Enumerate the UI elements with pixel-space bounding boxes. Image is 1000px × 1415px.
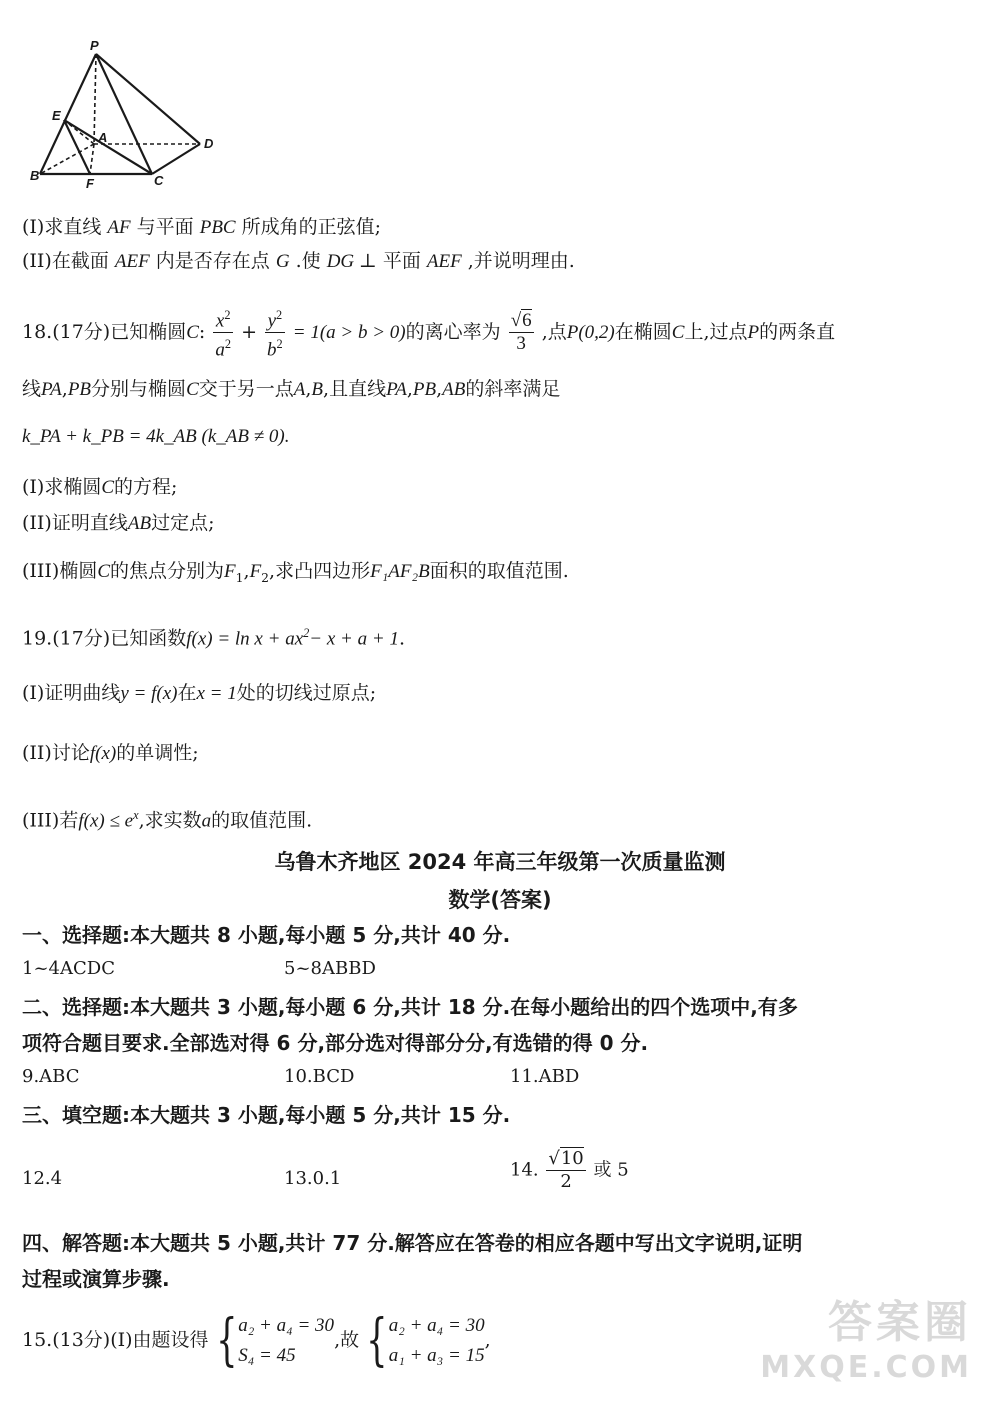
text: (III)椭圆 [22,560,98,582]
math-aef: AEF [426,251,462,272]
math-pb: PB [412,379,437,400]
math-inequality: f(x) ≤ e [78,810,134,832]
text: + [241,320,257,343]
section-2-heading-line1: 二、选择题:本大题共 3 小题,每小题 6 分,共计 18 分.在每小题给出的四个选项中,有多 [22,995,798,1019]
text: ,并说明理由. [467,250,575,272]
edge-af [90,144,94,174]
q15-solution [22,1310,491,1371]
text: 线 [22,378,42,400]
math-10: 10 [560,1148,584,1169]
text: 面积的取值范围. [429,560,569,582]
q19-stem: 19.(17分)已知函数$f(x) = \ln x + ax^2- x + a + 1$. [22,626,405,650]
q19-part1 [22,678,376,709]
answer-12: 12.4 [22,1168,63,1189]
edge-pa [94,54,96,144]
math-ab: AB [442,379,466,400]
label-d: D [204,136,214,151]
text: , [305,378,312,400]
answer-10: 10.BCD [284,1066,355,1087]
edge-pd [96,54,200,144]
q19-part2 [22,738,199,769]
math-dg: DG ⊥ [326,251,377,272]
question-number: 18.(17分)已知椭圆 [22,320,187,343]
text: 所成角的正弦值; [241,216,382,238]
q17-part2 [22,246,575,277]
q18-slope-condition: k_PA + k_PB = 4k_AB (k_AB ≠ 0). [22,426,290,447]
answer-14 [510,1148,629,1193]
math-x1: x = 1 [196,683,237,704]
equation-system-2 [389,1311,485,1371]
q18-stem-line1 [22,304,835,362]
math-p02: P(0,2) [566,321,615,343]
left-brace: { [215,1308,238,1373]
section-3-heading: 三、填空题:本大题共 3 小题,每小题 5 分,共计 15 分. [22,1103,511,1127]
math-a: a [201,810,212,832]
math-3: 3 [516,333,526,355]
math-p: P [747,321,760,343]
text: 的焦点分别为 [110,560,225,582]
math-ab: AB [127,513,152,534]
text: 与平面 [136,216,194,238]
q18-part1 [22,472,177,503]
math-g: G [275,251,290,272]
q18-stem-line2 [22,374,560,405]
text: (II)证明直线 [22,512,128,534]
text: , [61,378,68,400]
equation-system-1 [238,1311,334,1371]
answers-1-4: 1~4ACDC [22,958,115,979]
text: ,求实数 [138,809,202,832]
math-f2: F [249,561,262,582]
math-exponent: x [133,808,139,822]
text: ,且直线 [323,378,387,400]
watermark-url: MXQE.COM [760,1350,972,1385]
text: 的取值范围. [211,809,313,832]
text: 的离心率为 [405,320,501,343]
math-pa: PA [386,379,407,400]
text: 交于另一点 [198,378,294,400]
text: (II)讨论 [22,742,90,764]
q18-part3: (III)椭圆C的焦点分别为$F_1,F_2$,求凸四边形F₁AF₂B面积的取值范围. [22,560,569,585]
math-a: a [215,339,225,361]
math-6: 6 [522,310,532,332]
math-fx: f(x) [89,743,117,764]
math-pbc: PBC [199,217,236,238]
text: ,求凸四边形 [269,560,371,582]
text: 或 5 [593,1159,629,1181]
math-af: AF [107,217,131,238]
equation: a₁ + a₃ = 15 [388,1345,485,1366]
math-f1: F [224,561,236,582]
text: ,点 [541,320,567,343]
math-b: B [311,379,324,400]
q18-part2 [22,508,214,539]
text: 平面 [382,250,421,272]
math-a: A [293,379,306,400]
section-4-heading-line1: 四、解答题:本大题共 5 小题,共计 77 分.解答应在答卷的相应各题中写出文字说明,证明 [22,1231,803,1255]
label-b: B [30,168,40,183]
math-y: y [267,310,277,332]
math-2: 2 [560,1171,572,1192]
math-quad: F₁AF₂B [370,561,430,582]
pyramid-figure [28,40,228,190]
answers-5-8: 5~8ABBD [284,958,376,979]
edge-pb [40,54,96,174]
label-c: C [154,173,164,188]
math-aef: AEF [114,251,150,272]
math-c: C [671,321,685,343]
answer-9: 9.ABC [22,1066,80,1087]
text: 14. [510,1159,539,1181]
fraction-sqrt10-2: $\frac{√10}{2}$ [548,1148,584,1192]
watermark-logo-text: 答案圈 [828,1297,972,1348]
equation: a₂ + a₄ = 30 [388,1315,485,1336]
text: 内是否存在点 [155,250,270,272]
text: 分别与椭圆 [91,378,187,400]
math-x: x [215,310,225,332]
text: (I)证明曲线 [22,682,121,704]
equation: a₂ + a₄ = 30 [238,1315,335,1336]
answer-11: 11.ABD [510,1066,580,1087]
math-c: C [186,321,199,343]
math-function-end: − x + a + 1 [309,628,399,650]
text: (I)求直线 [22,216,102,238]
text: 处的切线过原点; [236,682,377,704]
text: , [484,1329,491,1351]
fraction-y2-b2: $\frac{y^2}{b^2}$ [265,304,285,362]
text: , [243,560,250,582]
label-a: A [98,130,108,145]
section-2-heading-line2: 项符合题目要求.全部选对得 6 分,部分选对得部分分,有选错的得 0 分. [22,1031,649,1055]
text: .使 [295,250,321,272]
math-curve: y = f(x) [120,683,178,704]
text: 在 [177,682,197,704]
q19-part3 [22,800,312,836]
math-c: C [186,379,199,400]
math-c: C [101,477,115,498]
text: : [198,320,206,343]
fraction-x2-a2: $\frac{x^2}{a^2}$ [213,304,233,362]
text: 的斜率满足 [465,378,561,400]
text: (I)求椭圆 [22,476,102,498]
math-c: C [97,561,111,582]
answer-subtitle: 数学(答案) [448,888,552,912]
math-b: b [267,339,277,361]
text: 15.(13分)(I)由题设得 [22,1329,209,1351]
text: 上,过点 [684,320,748,343]
text: . [398,627,405,650]
math-condition: = 1(a > b > 0) [292,321,406,343]
question-number: 19.(17分)已知函数 [22,627,187,650]
math-pb: PB [67,379,92,400]
fraction-sqrt6-3: $\frac{√6}{3}$ [510,310,532,355]
label-f: F [86,176,94,190]
edge-cd [152,144,200,174]
text: 的方程; [114,476,178,498]
section-4-heading-line2: 过程或演算步骤. [22,1267,170,1291]
math-pa: PA [41,379,62,400]
section-1-heading: 一、选择题:本大题共 8 小题,每小题 5 分,共计 40 分. [22,923,511,947]
label-p: P [90,40,99,53]
answer-title: 乌鲁木齐地区 2024 年高三年级第一次质量监测 [274,850,726,874]
text: 过定点; [151,512,215,534]
text: , [436,378,443,400]
label-e: E [52,108,61,123]
answer-13: 13.0.1 [284,1168,342,1189]
text: , [406,378,413,400]
site-watermark [760,1286,972,1385]
text: 在椭圆 [614,320,672,343]
left-brace: { [366,1308,388,1373]
text: (III)若 [22,809,79,832]
text: 的单调性; [116,742,199,764]
text: 的两条直 [759,320,836,343]
q17-part1 [22,212,381,243]
math-function: f(x) = ln x + ax [186,628,304,650]
text: (II)在截面 [22,250,109,272]
text: ,故 [334,1329,360,1351]
equation: S₄ = 45 [238,1345,296,1366]
